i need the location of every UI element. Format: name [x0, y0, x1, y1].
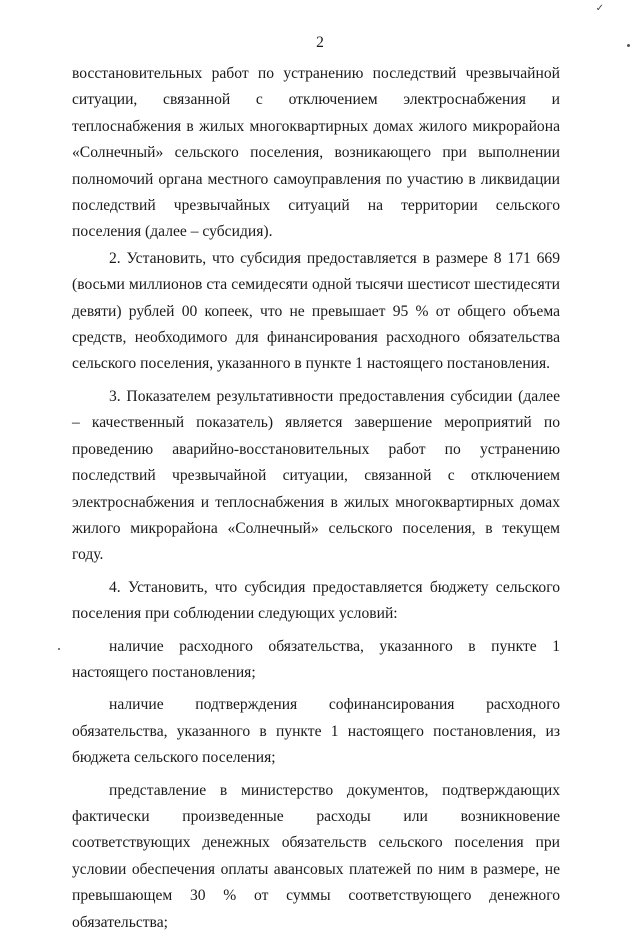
document-body: [72, 61, 560, 936]
scan-dot: [58, 648, 60, 650]
paragraph-item-4: 4. Установить, что субсидия предоставляется бюджету сельского поселения при соблюдении следующих условий:: [72, 578, 560, 623]
paragraph-item-3: 3. Показателем результативности предоставления субсидии (далее – качественный показатель) является завершение мероприятий по проведению аварийно-восстановительных работ по устранению последствий чрезвычайной ситуации, связанной с отключением электроснабжения и теплоснабжения в жилых многоквартирных домах жилого микрорайона «Солнечный» сельского поселения, в текущем году.: [72, 387, 560, 564]
paragraph-item-2: 2. Установить, что субсидия предоставляется в размере 8 171 669 (восьми миллионов ста семидесяти одной тысячи шестисот шестидесяти девяти) рублей 00 копеек, что не превышает 95 % от общего объема средств, необходимого для финансирования расходного обязательства сельского поселения, указанного в пункте 1 настоящего постановления.: [72, 249, 560, 373]
paragraph-continuation: восстановительных работ по устранению последствий чрезвычайной ситуации, связанной с отключением электроснабжения и теплоснабжения в жилых многоквартирных домах жилого микрорайона «Солнечный» сельского поселения, возникающего при выполнении полномочий органа местного самоуправления по участию в ликвидации последствий чрезвычайных ситуаций на территории сельского поселения (далее – субсидия).: [72, 65, 560, 241]
condition-item: представление в министерство документов, подтверждающих фактически произведенные расходы или возникновение соответствующих денежных обязательств сельского поселения при условии обеспечения оплаты авансовых платежей по ним в размере, не превышающем 30 % от суммы соответствующего денежного обязательства;: [72, 781, 560, 931]
page-number: 2: [316, 34, 324, 51]
condition-item: наличие подтверждения софинансирования расходного обязательства, указанного в пункте 1 настоящего постановления, из бюджета сельского поселения;: [72, 696, 560, 767]
condition-item: наличие расходного обязательства, указанного в пункте 1 настоящего постановления;: [72, 637, 560, 681]
corner-scan-mark: ✓: [595, 3, 604, 14]
